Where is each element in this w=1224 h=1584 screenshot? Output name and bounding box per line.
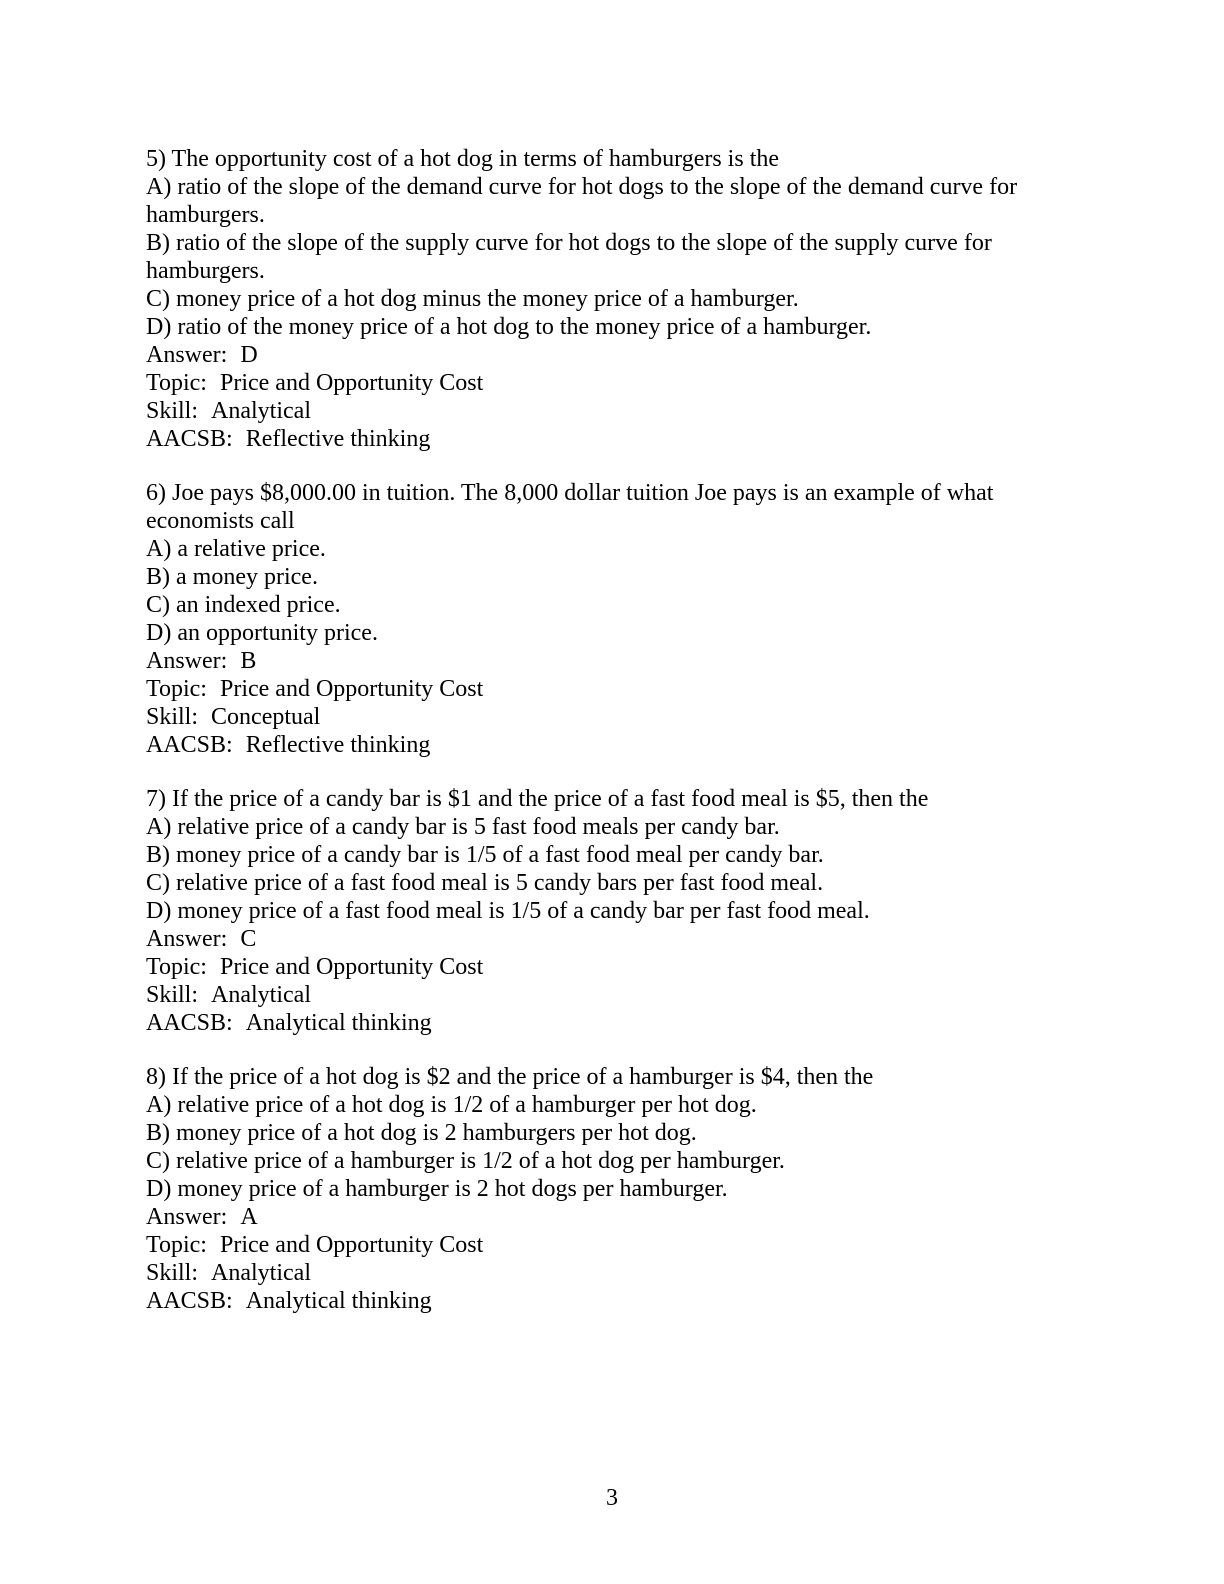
answer-value: D [240, 342, 258, 368]
page-footer [0, 1484, 1224, 1512]
skill-label: Skill: [146, 704, 199, 730]
aacsb-value: Analytical thinking [245, 1010, 432, 1036]
skill-label: Skill: [146, 982, 199, 1008]
aacsb-line [146, 731, 1082, 759]
skill-label: Skill: [146, 398, 199, 424]
choice-a: A) a relative price. [146, 536, 326, 562]
question-stem: 8) If the price of a hot dog is $2 and the price of a hamburger is $4, then the [146, 1064, 874, 1090]
choice-c: C) money price of a hot dog minus the money price of a hamburger. [146, 286, 799, 312]
aacsb-label: AACSB: [146, 1288, 233, 1314]
skill-value: Conceptual [211, 704, 321, 730]
skill-line [146, 703, 1082, 731]
topic-line [146, 953, 1082, 981]
topic-line [146, 369, 1082, 397]
aacsb-line [146, 1009, 1082, 1037]
skill-value: Analytical [211, 982, 311, 1008]
choice-a: A) relative price of a candy bar is 5 fast food meals per candy bar. [146, 814, 780, 840]
answer-line [146, 1203, 1082, 1231]
question-block-5 [146, 145, 1082, 453]
question-block-7 [146, 785, 1082, 1037]
question-block-6 [146, 479, 1082, 759]
answer-label: Answer: [146, 342, 228, 368]
topic-label: Topic: [146, 370, 207, 396]
topic-label: Topic: [146, 954, 207, 980]
choice-b: B) a money price. [146, 564, 318, 590]
choice-a: A) ratio of the slope of the demand curve for hot dogs to the slope of the demand curve for hamburgers. [146, 174, 1018, 228]
answer-label: Answer: [146, 1204, 228, 1230]
topic-line [146, 1231, 1082, 1259]
choice-d: D) ratio of the money price of a hot dog to the money price of a hamburger. [146, 314, 872, 340]
topic-label: Topic: [146, 676, 207, 702]
answer-line [146, 925, 1082, 953]
answer-value: A [240, 1204, 258, 1230]
aacsb-label: AACSB: [146, 1010, 233, 1036]
aacsb-label: AACSB: [146, 426, 233, 452]
aacsb-value: Analytical thinking [245, 1288, 432, 1314]
aacsb-value: Reflective thinking [245, 426, 431, 452]
choice-a: A) relative price of a hot dog is 1/2 of a hamburger per hot dog. [146, 1092, 757, 1118]
skill-line [146, 397, 1082, 425]
choice-b: B) money price of a hot dog is 2 hamburgers per hot dog. [146, 1120, 697, 1146]
answer-line [146, 647, 1082, 675]
answer-value: C [240, 926, 257, 952]
topic-value: Price and Opportunity Cost [219, 676, 484, 702]
question-stem: 7) If the price of a candy bar is $1 and the price of a fast food meal is $5, then the [146, 786, 929, 812]
choice-b: B) ratio of the slope of the supply curve for hot dogs to the slope of the supply curve for hamburgers. [146, 230, 992, 284]
topic-value: Price and Opportunity Cost [219, 954, 484, 980]
topic-value: Price and Opportunity Cost [219, 1232, 484, 1258]
choice-c: C) relative price of a hamburger is 1/2 of a hot dog per hamburger. [146, 1148, 785, 1174]
aacsb-line [146, 1287, 1082, 1315]
skill-line [146, 1259, 1082, 1287]
choice-d: D) money price of a fast food meal is 1/5 of a candy bar per fast food meal. [146, 898, 870, 924]
choice-c: C) relative price of a fast food meal is 5 candy bars per fast food meal. [146, 870, 824, 896]
answer-label: Answer: [146, 926, 228, 952]
skill-label: Skill: [146, 1260, 199, 1286]
choice-d: D) an opportunity price. [146, 620, 378, 646]
document-body [146, 145, 1082, 1341]
aacsb-line [146, 425, 1082, 453]
aacsb-value: Reflective thinking [245, 732, 431, 758]
answer-value: B [240, 648, 257, 674]
choice-c: C) an indexed price. [146, 592, 341, 618]
page-number: 3 [606, 1485, 618, 1511]
answer-line [146, 341, 1082, 369]
question-stem: 6) Joe pays $8,000.00 in tuition. The 8,000 dollar tuition Joe pays is an example of what economists call [146, 480, 994, 534]
question-stem: 5) The opportunity cost of a hot dog in terms of hamburgers is the [146, 146, 780, 172]
topic-line [146, 675, 1082, 703]
answer-label: Answer: [146, 648, 228, 674]
question-block-8 [146, 1063, 1082, 1315]
choice-b: B) money price of a candy bar is 1/5 of a fast food meal per candy bar. [146, 842, 824, 868]
skill-line [146, 981, 1082, 1009]
topic-label: Topic: [146, 1232, 207, 1258]
aacsb-label: AACSB: [146, 732, 233, 758]
topic-value: Price and Opportunity Cost [219, 370, 484, 396]
skill-value: Analytical [211, 1260, 311, 1286]
choice-d: D) money price of a hamburger is 2 hot dogs per hamburger. [146, 1176, 728, 1202]
skill-value: Analytical [211, 398, 311, 424]
